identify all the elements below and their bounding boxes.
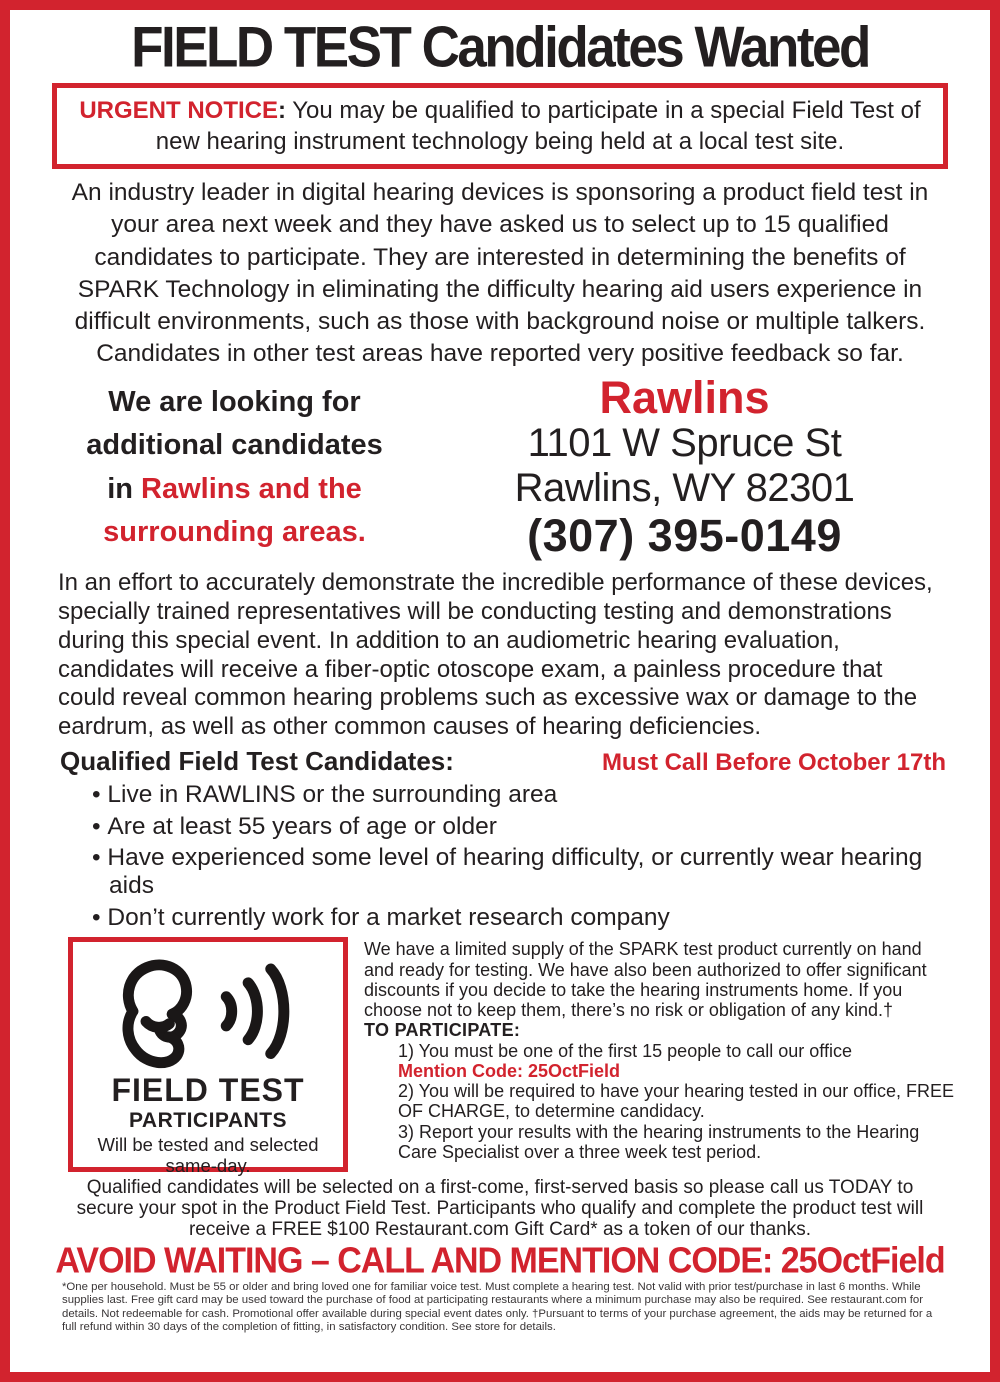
qualification-item: • Don’t currently work for a market research company: [92, 904, 942, 932]
mention-code: Mention Code: 25OctField: [398, 1060, 621, 1081]
participants-box-title: FIELD TEST: [111, 1072, 305, 1109]
location-street: 1101 W Spruce St: [527, 421, 842, 466]
demo-paragraph: In an effort to accurately demonstrate the incredible performance of these devices, specially trained representatives will be conducting testing and demonstrations during this special event. In addition to an audiometric hearing evaluation, candidates will receive a fiber-optic otoscope exam, a painless procedure that could reveal common hearing problems such as excessive wax or damage to the eardrum, as well as other common causes of hearing deficiencies.: [58, 569, 933, 741]
call-deadline: Must Call Before October 17th: [601, 748, 946, 776]
looking-for-line1: We are looking for: [108, 385, 361, 418]
participate-step-3: 3) Report your results with the hearing instruments to the Hearing Care Specialist over a three week test period.: [398, 1121, 920, 1162]
qualifications-header-row: [60, 746, 946, 777]
looking-for-line3: [50, 468, 419, 512]
ear-hearing-icon: [108, 950, 308, 1074]
qualification-item: • Are at least 55 years of age or older: [92, 813, 942, 841]
urgent-notice-colon: :: [278, 97, 287, 124]
supply-paragraph: We have a limited supply of the SPARK test product currently on hand and ready for testing. We have also been authorized to offer significant discounts if you decide to take the hearing instruments home. If you choose not to keep them, there’s no risk or obligation of any kind.†: [364, 939, 927, 1021]
location-section: [50, 371, 950, 561]
page-title: FIELD TEST Candidates Wanted: [131, 15, 869, 80]
participation-section: [68, 937, 954, 1177]
location-phone: (307) 395-0149: [527, 509, 842, 561]
urgent-notice-box: [52, 83, 948, 169]
location-city-state-zip: Rawlins, WY 82301: [514, 465, 855, 510]
qualification-item: • Live in RAWLINS or the surrounding area: [92, 781, 942, 809]
intro-paragraph: An industry leader in digital hearing devices is sponsoring a product field test in your area next week and they have asked us to select up to 15 qualified candidates to participate. They are interested in determining the benefits of SPARK Technology in eliminating the difficulty hearing aid users experience in difficult environments, such as those with background noise or multiple talkers. Candidates in other test areas have reported very positive feedback so far.: [71, 179, 929, 367]
looking-for-line2: additional candidates: [86, 429, 383, 462]
address-block: [419, 371, 950, 561]
looking-for-line3-black: in: [107, 472, 142, 505]
looking-for-line3-red: Rawlins and the: [141, 472, 362, 505]
participate-steps: [398, 1041, 954, 1163]
closing-paragraph: Qualified candidates will be selected on a first-come, first-served basis so please call us TODAY to secure your spot in the Product Field Test. Participants who qualify and complete the product test will receive a FREE $100 Restaurant.com Gift Card* as a token of our thanks.: [76, 1177, 924, 1241]
qualification-item: • Have experienced some level of hearing difficulty, or currently wear hearing aids: [92, 844, 942, 899]
to-participate-heading: TO PARTICIPATE:: [364, 1020, 521, 1041]
fine-print: *One per household. Must be 55 or older and bring loved one for familiar voice test. Must complete a hearing test. Not valid with prior test/purchase in last 6 months. While supplies last. Free gift card may be used toward the purchase of food at participating restaurants where a minimum purchase may also be required. See restaurant.com for details. Not redeemable for cash. Promotional offer available during special event dates only. †Pursuant to terms of your purchase agreement, the aids may be returned for a full refund within 30 days of the completion of fitting, in satisfactory condition. See store for details.: [62, 1280, 933, 1334]
field-test-participants-box: [68, 937, 348, 1177]
urgent-notice-text: You may be qualified to participate in a special Field Test of new hearing instrument technology being held at a local test site.: [155, 97, 921, 156]
participants-box-note: Will be tested and selected same-day.: [97, 1134, 319, 1177]
qualifications-list: [92, 781, 942, 931]
participate-step-1: 1) You must be one of the first 15 people to call our office: [398, 1040, 852, 1061]
location-city: Rawlins: [599, 371, 770, 423]
looking-for-block: [50, 381, 419, 555]
participate-step-2: 2) You will be required to have your hearing tested in our office, FREE OF CHARGE, to determine candidacy.: [398, 1081, 954, 1122]
urgent-notice-label: URGENT NOTICE: [79, 97, 279, 124]
participation-details: [364, 937, 954, 1162]
call-to-action: AVOID WAITING – CALL AND MENTION CODE: 25OctField: [55, 1241, 945, 1281]
looking-for-line4: surrounding areas.: [103, 516, 366, 549]
participants-box-subtitle: PARTICIPANTS: [128, 1109, 288, 1133]
qualifications-heading: Qualified Field Test Candidates:: [60, 745, 454, 776]
